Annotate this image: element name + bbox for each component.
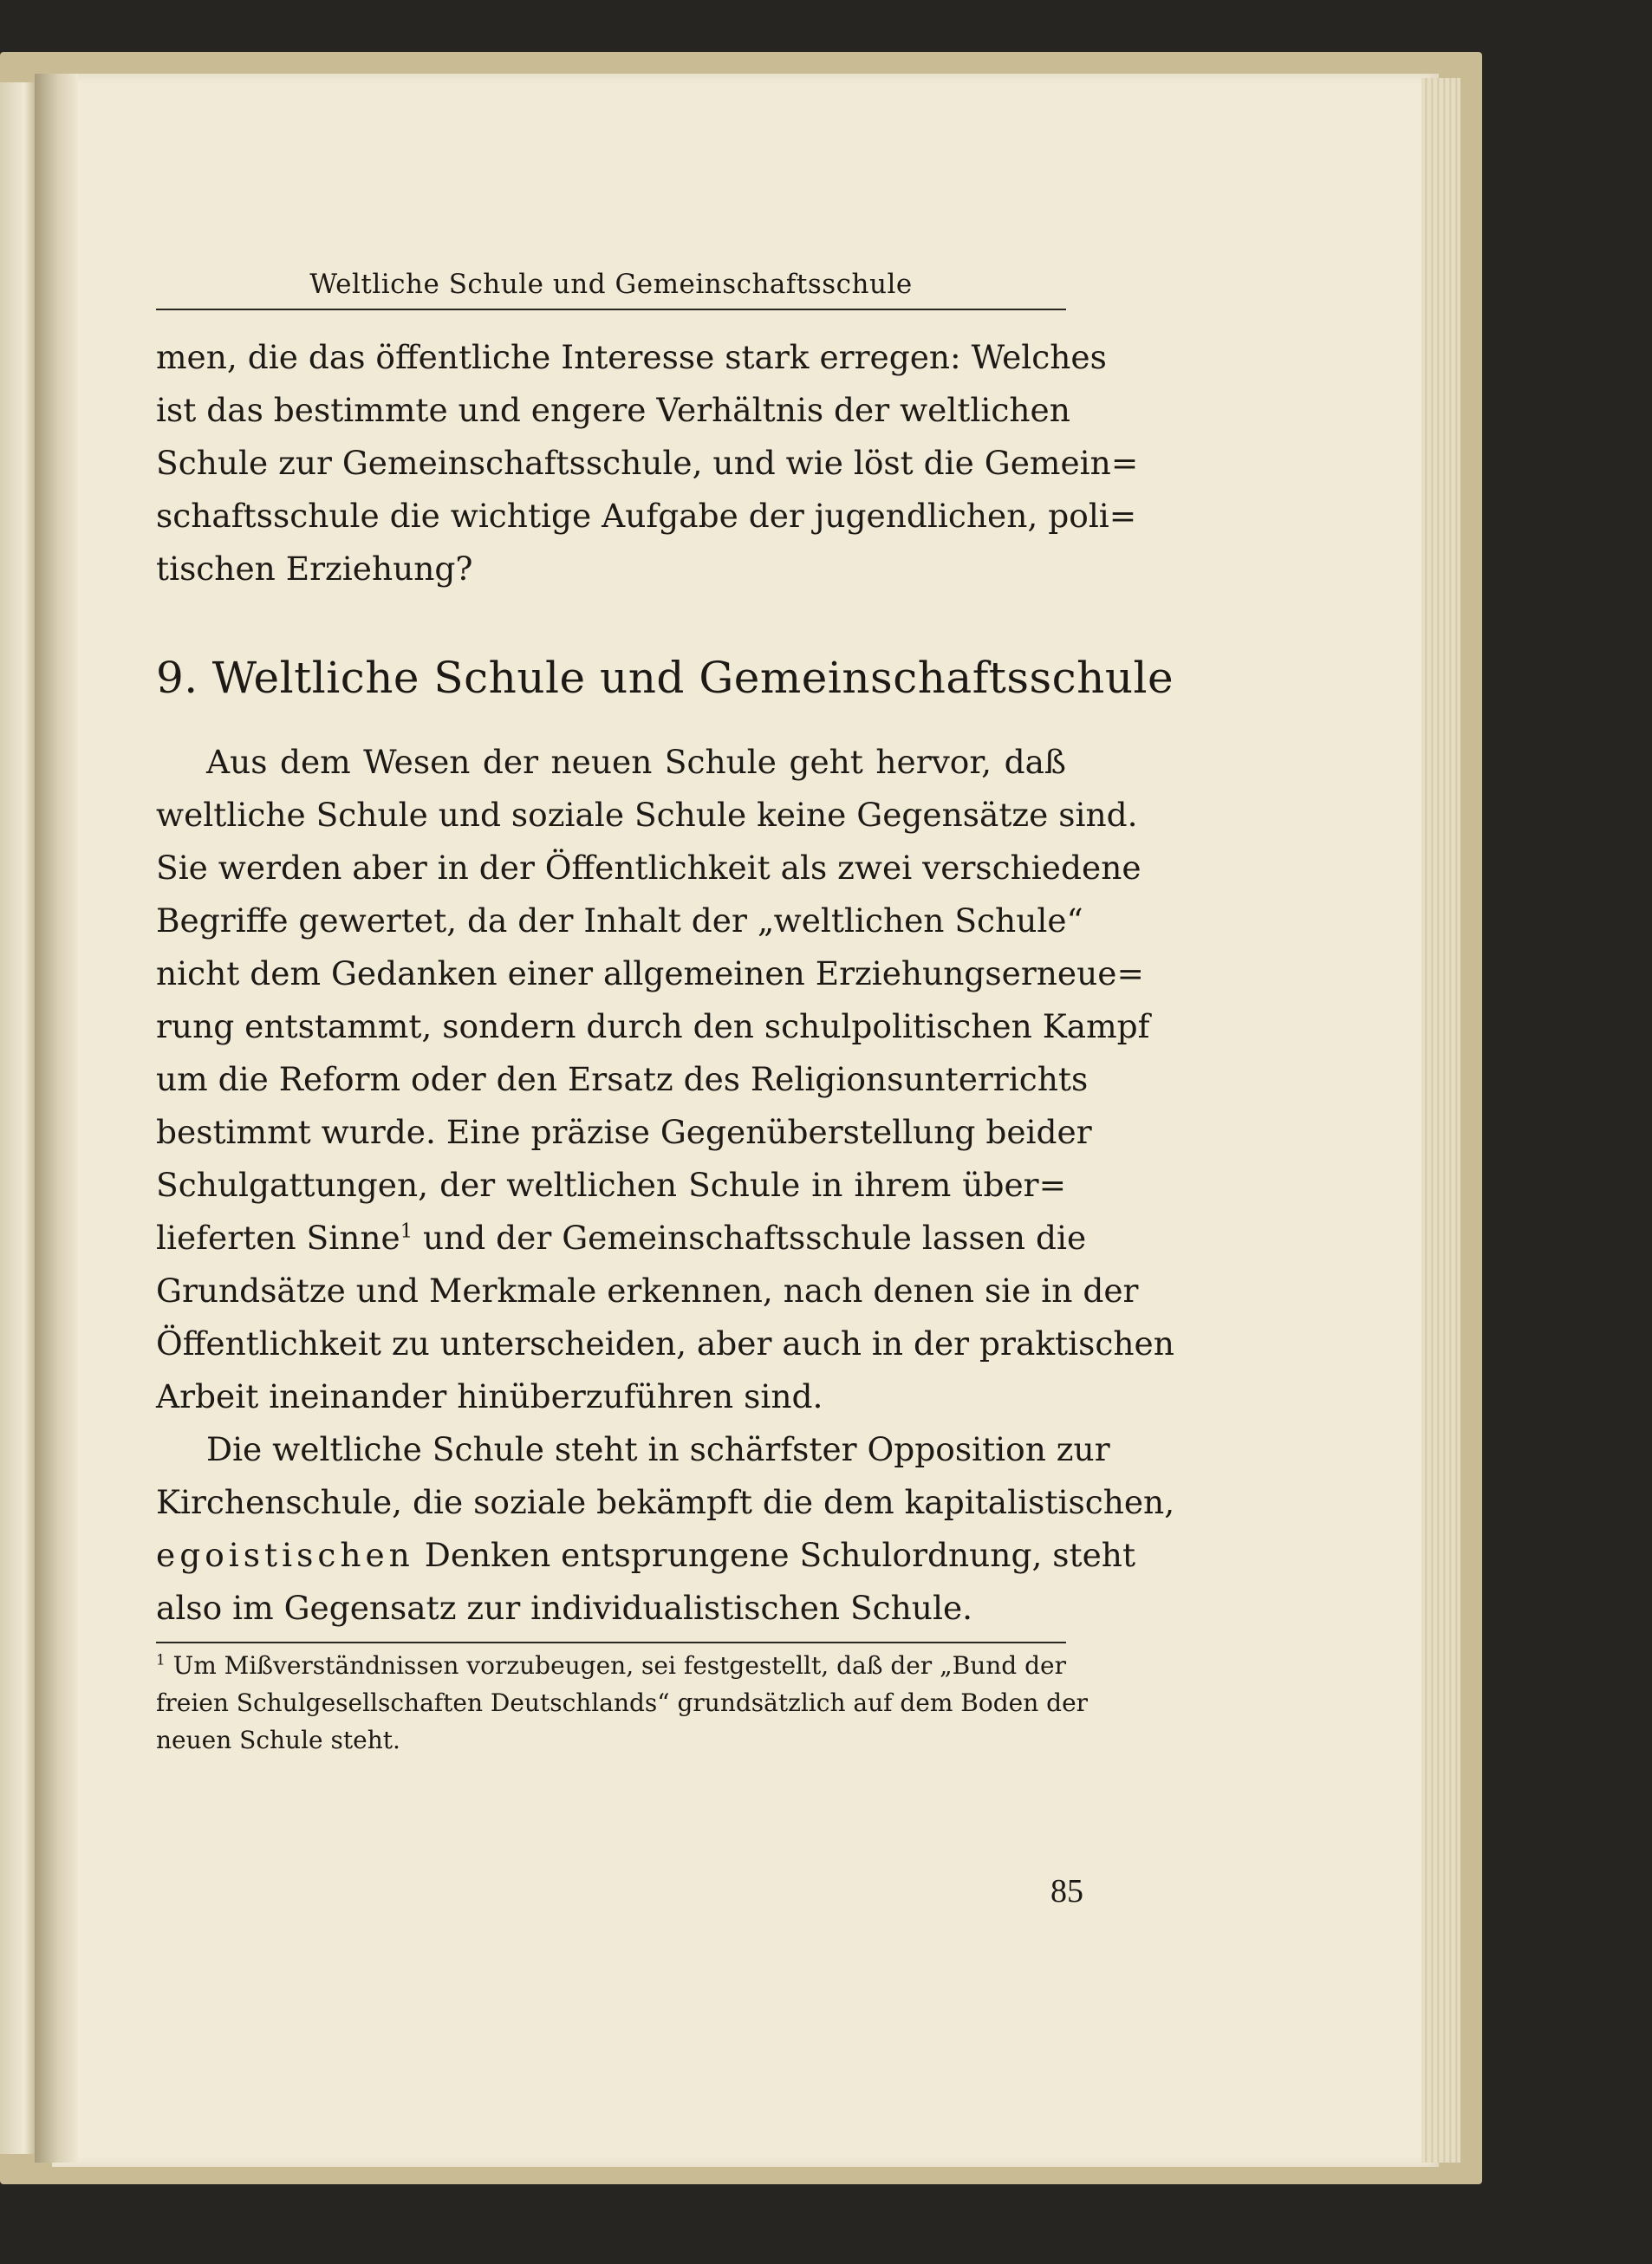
text-line <box>156 1529 1136 1582</box>
text-line: Sie werden aber in der Öffentlichkeit als zwei verschiedene <box>156 849 1141 887</box>
text-line: Öffentlichkeit zu unterscheiden, aber auch in der praktischen <box>156 1324 1174 1363</box>
footnote-reference[interactable]: 1 <box>400 1220 413 1243</box>
text-line: bestimmt wurde. Eine präzise Gegenüberstellung beider <box>156 1113 1092 1151</box>
paragraph-2 <box>156 1423 1175 1635</box>
footnote-divider <box>156 1642 1066 1643</box>
text-line: Arbeit ineinander hinüberzuführen sind. <box>156 1377 823 1415</box>
spine-shadow <box>35 74 78 2163</box>
text-line: also im Gegensatz zur individualistischen Schule. <box>156 1589 973 1627</box>
text-line: Die weltliche Schule steht in schärfster Opposition zur <box>206 1430 1110 1468</box>
footnote-line <box>156 1647 1066 1684</box>
emphasized-word: egoistischen <box>156 1536 414 1574</box>
text-line: Begriffe gewertet, da der Inhalt der „weltlichen Schule“ <box>156 901 1083 940</box>
paragraph-1 <box>156 736 1174 1423</box>
section-number: 9. <box>156 653 198 703</box>
section-title: Weltliche Schule und Gemeinschaftsschule <box>211 653 1174 703</box>
text-line: Aus dem Wesen der neuen Schule geht hervor, daß <box>206 743 1066 781</box>
page-content <box>156 269 1175 1759</box>
text-fragment: und der Gemeinschaftsschule lassen die <box>413 1219 1087 1257</box>
text-line: Kirchenschule, die soziale bekämpft die dem kapitalistischen, <box>156 1483 1175 1521</box>
text-line: men, die das öffentliche Interesse stark erregen: Welches <box>156 338 1107 376</box>
text-line-with-footnote-ref <box>156 1212 1087 1265</box>
footnote <box>156 1647 1089 1759</box>
text-fragment: Denken entsprungene Schulordnung, steht <box>413 1536 1136 1574</box>
footnote-line: neuen Schule steht. <box>156 1726 400 1754</box>
text-line: rung entstammt, sondern durch den schulpolitischen Kampf <box>156 1007 1150 1045</box>
text-line: um die Reform oder den Ersatz des Religionsunterrichts <box>156 1060 1089 1098</box>
text-line: tischen Erziehung? <box>156 550 473 588</box>
footnote-text: Um Mißverständnissen vorzubeugen, sei festgestellt, daß der „Bund der <box>165 1651 1066 1680</box>
footnote-mark: 1 <box>156 1650 166 1669</box>
text-fragment: lieferten Sinne <box>156 1219 400 1257</box>
text-line: weltliche Schule und soziale Schule keine Gegensätze sind. <box>156 796 1138 834</box>
text-line: schaftsschule die wichtige Aufgabe der jugendlichen, poli= <box>156 497 1137 535</box>
left-page-edge <box>0 82 35 2154</box>
footnote-line: freien Schulgesellschaften Deutschlands“ grundsätzlich auf dem Boden der <box>156 1688 1089 1717</box>
text-line: nicht dem Gedanken einer allgemeinen Erziehungserneue= <box>156 954 1144 992</box>
intro-paragraph <box>156 331 1139 595</box>
text-line: Grundsätze und Merkmale erkennen, nach denen sie in der <box>156 1272 1139 1310</box>
text-line: Schulgattungen, der weltlichen Schule in ihrem über= <box>156 1166 1066 1204</box>
section-heading <box>156 649 1174 706</box>
text-line: ist das bestimmte und engere Verhältnis der weltlichen <box>156 391 1070 429</box>
page-number: 85 <box>1050 1873 1083 1909</box>
text-line: Schule zur Gemeinschaftsschule, und wie löst die Gemein= <box>156 444 1139 482</box>
page-stack-edge <box>1421 78 1460 2163</box>
running-head: Weltliche Schule und Gemeinschaftsschule <box>156 269 1066 310</box>
